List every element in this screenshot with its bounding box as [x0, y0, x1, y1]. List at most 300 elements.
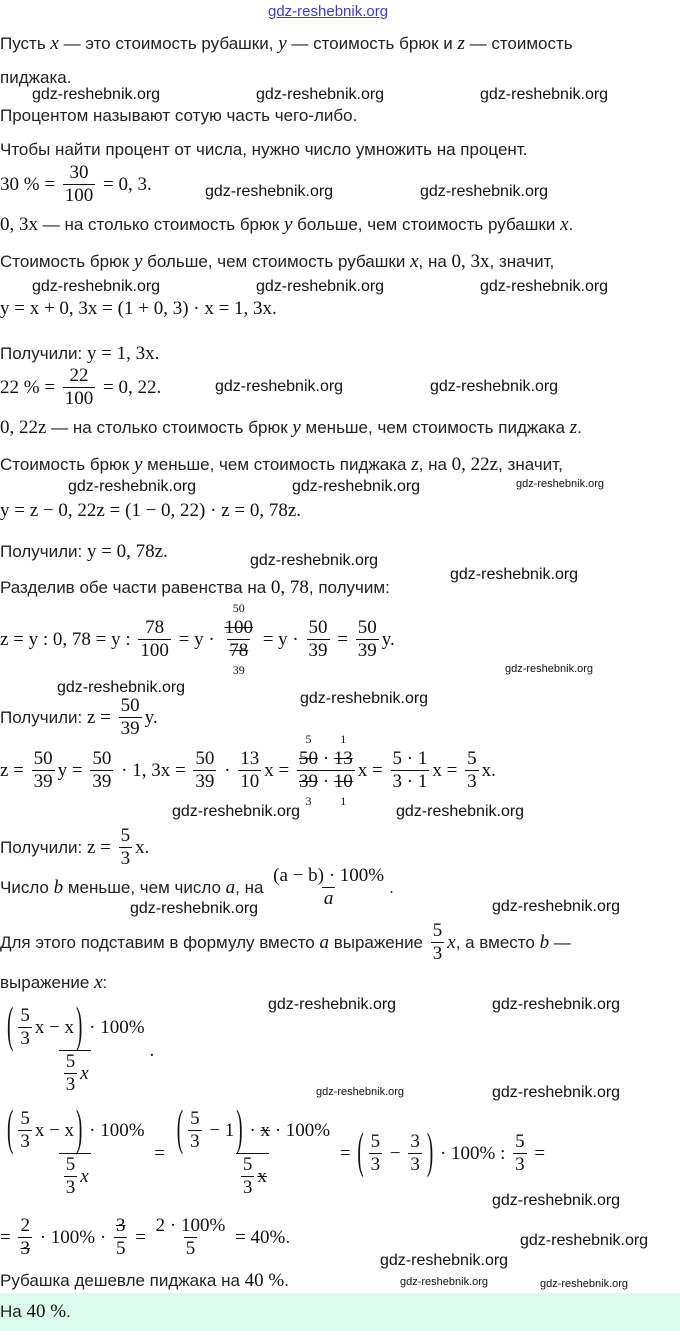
solution-line	[0, 825, 149, 870]
math-expression: 3	[20, 1131, 30, 1152]
math-expression: 50	[120, 695, 140, 716]
math-expression: 0, 3x	[451, 251, 490, 272]
solution-line	[0, 214, 573, 236]
math-expression: x =	[432, 759, 463, 781]
math-expression: y	[133, 454, 143, 475]
math-expression: 39	[33, 771, 53, 792]
fraction-denominator	[227, 639, 250, 677]
solution-line	[0, 33, 573, 55]
watermark: gdz-reshebnik.org	[492, 1192, 621, 1209]
math-expression: 5	[515, 1131, 525, 1152]
math-expression: · 100%	[84, 1119, 145, 1141]
fraction-numerator	[188, 1108, 202, 1130]
math-expression: y = 0, 78z.	[86, 541, 168, 562]
solution-line	[0, 1270, 289, 1292]
watermark: gdz-reshebnik.org	[380, 1252, 509, 1269]
cancelled-term	[333, 771, 353, 808]
solution-line	[0, 417, 582, 439]
solution-line	[0, 251, 554, 273]
math-expression: x =	[357, 759, 388, 781]
math-expression: · 100% ·	[34, 1226, 111, 1248]
fraction	[222, 601, 255, 677]
fraction-denominator	[236, 1153, 269, 1199]
fraction-numerator	[18, 1108, 32, 1130]
math-expression: 100	[64, 388, 94, 409]
text: выражение	[328, 932, 428, 952]
math-expression: · 100%	[269, 1119, 331, 1141]
fraction	[238, 748, 261, 793]
math-expression: 22 % =	[0, 376, 60, 398]
fraction	[408, 1131, 422, 1176]
watermark: gdz-reshebnik.org	[492, 996, 621, 1013]
math-expression: 30 % =	[0, 173, 60, 195]
fraction-numerator	[18, 1005, 32, 1027]
parenthesized-expression	[5, 1101, 84, 1157]
fraction-denominator	[297, 770, 355, 808]
text: больше, чем стоимость рубашки	[142, 252, 411, 271]
fraction	[3, 1101, 147, 1199]
math-expression: =	[149, 1142, 170, 1164]
math-expression: 3	[370, 1154, 381, 1175]
math-expression: x	[447, 931, 456, 953]
fraction-numerator	[3, 1101, 147, 1157]
math-expression: 50	[357, 617, 377, 638]
math-expression: 78	[145, 617, 165, 638]
text: , на	[418, 252, 452, 271]
math-expression: x	[80, 1165, 89, 1187]
math-expression: y	[292, 417, 301, 438]
fraction-numerator	[3, 998, 147, 1054]
math-expression: 5	[65, 1051, 76, 1072]
math-expression: 10	[240, 771, 260, 792]
math-expression: 40 %	[26, 1301, 67, 1322]
fraction	[90, 748, 113, 793]
math-expression: 3	[20, 1028, 30, 1049]
math-expression: 3	[410, 1154, 420, 1175]
watermark: gdz-reshebnik.org	[32, 278, 161, 295]
math-expression: x	[50, 33, 59, 54]
cancelled-value: 3	[20, 1238, 30, 1259]
fraction	[356, 617, 379, 662]
watermark: gdz-reshebnik.org	[430, 378, 559, 395]
math-expression: b	[539, 931, 550, 953]
fraction-numerator	[68, 162, 91, 184]
watermark: gdz-reshebnik.org	[505, 663, 594, 675]
math-expression: =	[332, 628, 353, 650]
text: Получили:	[0, 542, 87, 561]
reduced-value: 5	[305, 732, 312, 746]
solution-line	[0, 732, 496, 808]
math-expression: 3	[515, 1154, 525, 1175]
text: меньше, чем число	[63, 877, 226, 897]
watermark: gdz-reshebnik.org	[480, 278, 609, 295]
fraction-denominator	[513, 1153, 527, 1176]
watermark: gdz-reshebnik.org	[396, 803, 525, 820]
fraction-denominator	[356, 639, 379, 662]
solution-line	[0, 972, 107, 994]
cancelled-term	[333, 732, 353, 770]
fraction-denominator	[193, 770, 216, 793]
text: Рубашка дешевле пиджака на	[0, 1271, 245, 1290]
math-expression: · 100% :	[435, 1142, 511, 1164]
reduced-value: 39	[232, 663, 245, 677]
text: — на столько стоимость брюк	[38, 215, 284, 234]
math-expression: ·	[219, 759, 236, 781]
fraction-denominator	[391, 770, 430, 793]
math-expression: 5	[20, 1108, 30, 1129]
math-expression: =	[335, 1142, 356, 1164]
math-expression: · 100%	[84, 1016, 145, 1038]
fraction-numerator	[119, 825, 133, 847]
fraction-denominator	[369, 1153, 383, 1176]
math-expression: ·	[317, 771, 334, 792]
math-expression: y = x + 0, 3x = (1 + 0, 3) · x = 1, 3x.	[0, 298, 277, 319]
text: меньше, чем стоимость пиджака	[142, 455, 412, 474]
watermark: gdz-reshebnik.org	[520, 1232, 649, 1249]
fraction-numerator	[271, 865, 386, 887]
cancelled-value: 50	[298, 748, 318, 769]
math-expression: y	[278, 33, 287, 54]
cancelled-term	[257, 1166, 267, 1188]
cancelled-term	[20, 1238, 30, 1260]
text: — стоимость брюк и	[286, 34, 458, 53]
text: Получили:	[0, 344, 87, 363]
fraction-numerator	[90, 748, 113, 770]
fraction	[3, 998, 147, 1096]
math-expression: x.	[135, 836, 150, 858]
math-expression: 50	[92, 748, 112, 769]
math-expression: 50	[195, 748, 215, 769]
solution-line	[0, 162, 152, 207]
fraction-numerator	[465, 748, 479, 770]
math-expression: x	[80, 1062, 89, 1084]
math-expression: 3	[65, 1177, 76, 1198]
solution-line	[0, 68, 71, 88]
fraction	[241, 1154, 255, 1199]
fraction	[114, 1215, 128, 1260]
math-expression: 5	[185, 1238, 196, 1259]
cancelled-value: 10	[333, 771, 353, 792]
fraction-denominator	[90, 770, 113, 793]
watermark: gdz-reshebnik.org	[130, 900, 259, 917]
math-expression: 3	[190, 1131, 200, 1152]
math-expression: 0, 22z	[451, 454, 499, 475]
text: , значит,	[498, 455, 563, 474]
text: пиджака.	[0, 68, 72, 87]
math-expression: − 1	[204, 1119, 235, 1141]
text: Пусть	[0, 34, 51, 53]
fraction-numerator	[154, 1215, 228, 1237]
solution-line	[0, 365, 161, 410]
cancelled-value: 39	[298, 771, 318, 792]
right-paren: )	[426, 1124, 434, 1180]
fraction-denominator	[32, 770, 55, 793]
math-expression: 5	[120, 825, 131, 846]
text: — на столько стоимость брюк	[46, 418, 293, 437]
math-expression: 30	[69, 162, 89, 183]
text: меньше, чем стоимость пиджака	[300, 418, 570, 437]
fraction	[297, 732, 355, 808]
text: .	[284, 1271, 289, 1290]
math-expression: x − x	[34, 1016, 75, 1038]
math-expression: a	[323, 888, 334, 909]
math-expression: .	[149, 1039, 155, 1061]
math-expression: ·	[317, 748, 334, 769]
cancelled-term	[260, 1120, 270, 1142]
solution-line	[0, 106, 357, 126]
math-expression: x	[560, 214, 569, 235]
math-expression: 3	[410, 1131, 420, 1152]
watermark: gdz-reshebnik.org	[540, 1278, 629, 1290]
math-expression: 3	[120, 848, 131, 869]
fraction-numerator	[18, 1215, 32, 1237]
math-expression: x =	[264, 759, 294, 781]
text: Стоимость брюк	[0, 252, 134, 271]
watermark: gdz-reshebnik.org	[250, 552, 379, 569]
math-expression: y	[283, 214, 293, 235]
math-expression: 0, 78	[270, 577, 309, 598]
math-expression: x	[94, 972, 103, 993]
math-expression: y	[133, 251, 143, 272]
math-expression: y = z − 0, 22z = (1 − 0, 22) · z = 0, 78z.	[0, 500, 302, 521]
solution-line	[0, 454, 563, 476]
math-expression: = 40%.	[230, 1226, 291, 1248]
math-expression: x	[410, 251, 419, 272]
math-expression: b	[53, 876, 64, 898]
text: .	[568, 215, 574, 234]
fraction-numerator	[307, 617, 330, 639]
text: .	[66, 1302, 71, 1321]
fraction	[154, 1215, 228, 1260]
math-expression: = 0, 3.	[98, 173, 152, 195]
fraction-numerator	[241, 1154, 255, 1176]
math-expression: a	[319, 931, 329, 953]
text: Процентом называют сотую часть чего-либо.	[0, 106, 358, 125]
math-expression: 40 %	[244, 1270, 285, 1291]
cancelled-term	[229, 640, 249, 677]
fraction	[18, 1215, 32, 1260]
fraction	[369, 1131, 383, 1176]
math-expression: 5	[65, 1154, 76, 1175]
solution-line	[0, 1215, 290, 1260]
fraction-denominator	[307, 639, 330, 662]
math-expression: 0, 22z	[0, 417, 47, 438]
fraction-numerator	[193, 748, 216, 770]
cancelled-value: x	[257, 1165, 267, 1187]
math-expression: = y ·	[173, 628, 220, 650]
math-expression: 5	[115, 1238, 126, 1259]
fraction-numerator	[119, 695, 142, 717]
math-expression: 3	[467, 771, 477, 792]
fraction-numerator	[68, 365, 91, 387]
text: .	[389, 877, 394, 897]
right-paren: )	[76, 998, 83, 1054]
math-expression: 39	[357, 640, 377, 661]
text: Для этого подставим в формулу вместо	[0, 932, 320, 952]
fraction-denominator	[63, 184, 96, 207]
math-expression: 2	[20, 1215, 30, 1236]
watermark: gdz-reshebnik.org	[492, 1084, 621, 1101]
math-expression: z	[411, 454, 419, 475]
fraction-numerator	[173, 1101, 332, 1157]
answer-line	[0, 1301, 71, 1323]
fraction-denominator	[238, 770, 261, 793]
math-expression: z =	[86, 836, 116, 858]
text: Получили:	[0, 837, 87, 857]
watermark: gdz-reshebnik.org	[256, 278, 385, 295]
parenthesized-expression	[355, 1124, 435, 1180]
parenthesized-expression	[175, 1101, 245, 1157]
math-expression: = y ·	[257, 628, 304, 650]
math-expression: 5	[242, 1154, 253, 1175]
math-expression: 39	[92, 771, 112, 792]
math-expression: y.	[381, 628, 395, 650]
cancelled-term	[224, 601, 253, 639]
math-expression: z	[457, 33, 465, 54]
watermark: gdz-reshebnik.org	[516, 478, 605, 490]
math-expression: 5	[190, 1108, 200, 1129]
solution-line	[0, 577, 390, 599]
reduced-value: 50	[232, 601, 245, 615]
math-expression: 39	[308, 640, 328, 661]
math-expression: 5	[370, 1131, 381, 1152]
math-expression: −	[385, 1142, 406, 1164]
math-expression: 3	[242, 1177, 253, 1198]
math-expression: y = 1, 3x.	[86, 343, 160, 364]
cancelled-term	[116, 1215, 126, 1237]
reduced-value: 1	[340, 732, 347, 746]
fraction-denominator	[114, 1237, 128, 1260]
cancelled-value: x	[260, 1119, 270, 1141]
watermark: gdz-reshebnik.org	[292, 478, 421, 495]
fraction-denominator	[64, 1073, 78, 1096]
text: Число	[0, 877, 54, 897]
fraction-numerator	[297, 732, 355, 770]
math-expression: 13	[240, 748, 260, 769]
text: Получили:	[0, 707, 87, 727]
math-expression: =	[0, 1226, 16, 1248]
fraction-numerator	[369, 1131, 383, 1153]
watermark: gdz-reshebnik.org	[268, 3, 389, 20]
right-paren: )	[76, 1101, 83, 1157]
math-expression: z	[569, 417, 578, 438]
left-paren: (	[7, 1101, 14, 1157]
math-expression: =	[130, 1226, 151, 1248]
text: .	[577, 418, 582, 437]
fraction	[32, 748, 55, 793]
fraction	[18, 1108, 32, 1153]
watermark: gdz-reshebnik.org	[492, 898, 621, 915]
right-paren: )	[236, 1101, 243, 1157]
text: , значит,	[489, 252, 555, 271]
text: , а вместо	[455, 932, 540, 952]
fraction	[513, 1131, 527, 1176]
fraction-denominator	[465, 770, 479, 793]
fraction-numerator	[114, 1215, 128, 1237]
fraction-numerator	[32, 748, 55, 770]
math-expression: 39	[195, 771, 215, 792]
watermark: gdz-reshebnik.org	[32, 86, 161, 103]
fraction-denominator	[64, 1176, 78, 1199]
math-expression: 50	[33, 748, 53, 769]
watermark: gdz-reshebnik.org	[215, 378, 344, 395]
math-expression: a	[225, 876, 236, 898]
fraction	[64, 1154, 78, 1199]
math-expression: 2 · 100%	[155, 1215, 226, 1236]
text: Чтобы найти процент от числа, нужно число умножить на процент.	[0, 140, 528, 159]
solution-line	[0, 541, 168, 563]
text: На	[0, 1302, 27, 1321]
fraction	[188, 1108, 202, 1153]
math-expression: 5	[467, 748, 477, 769]
text: выражение	[0, 973, 95, 992]
solution-line	[0, 298, 277, 320]
math-expression: 3	[65, 1074, 76, 1095]
fraction-denominator	[119, 717, 142, 740]
math-expression: = 0, 22.	[98, 376, 162, 398]
math-expression: 3	[432, 943, 443, 964]
text: :	[102, 973, 108, 992]
cancelled-value: 3	[115, 1215, 126, 1236]
text: Разделив обе части равенства на	[0, 578, 271, 597]
math-expression: 0, 3x	[0, 214, 38, 235]
math-expression: 100	[140, 640, 169, 661]
text: больше, чем стоимость рубашки	[292, 215, 561, 234]
parenthesized-expression	[5, 998, 84, 1054]
math-expression: (a − b) · 100%	[273, 865, 385, 886]
answer-box	[0, 1293, 680, 1331]
text: Стоимость брюк	[0, 455, 134, 474]
watermark: gdz-reshebnik.org	[480, 86, 609, 103]
math-expression: · 1, 3x =	[116, 759, 191, 781]
fraction	[465, 748, 479, 793]
fraction	[391, 748, 430, 793]
math-expression: 5	[20, 1005, 30, 1026]
solution-line	[0, 140, 527, 160]
cancelled-term	[298, 771, 318, 808]
reduced-value: 3	[305, 794, 312, 808]
solution-line	[0, 343, 159, 365]
cancelled-value: 100	[224, 617, 253, 638]
math-expression: 50	[308, 617, 328, 638]
fraction	[193, 748, 216, 793]
fraction	[64, 1051, 78, 1096]
math-expression: ·	[244, 1119, 261, 1141]
math-expression: 5 · 1	[392, 748, 428, 769]
math-expression: z =	[0, 759, 29, 781]
fraction-denominator	[188, 1130, 202, 1153]
fraction-numerator	[356, 617, 379, 639]
solution-line	[0, 1101, 546, 1199]
fraction-denominator	[184, 1237, 198, 1260]
math-expression: 22	[69, 365, 89, 386]
text: , получим:	[308, 578, 390, 597]
watermark: gdz-reshebnik.org	[256, 86, 385, 103]
fraction	[307, 617, 330, 662]
watermark: gdz-reshebnik.org	[450, 566, 579, 583]
text: , на	[235, 877, 269, 897]
watermark: gdz-reshebnik.org	[172, 803, 301, 820]
math-expression: 3 · 1	[392, 771, 428, 792]
cancelled-value: 13	[333, 748, 353, 769]
fraction-denominator	[18, 1237, 32, 1260]
watermark: gdz-reshebnik.org	[268, 996, 397, 1013]
left-paren: (	[357, 1124, 364, 1180]
cancelled-term	[298, 732, 318, 770]
fraction	[63, 162, 96, 207]
watermark: gdz-reshebnik.org	[316, 1086, 405, 1098]
fraction	[63, 365, 96, 410]
